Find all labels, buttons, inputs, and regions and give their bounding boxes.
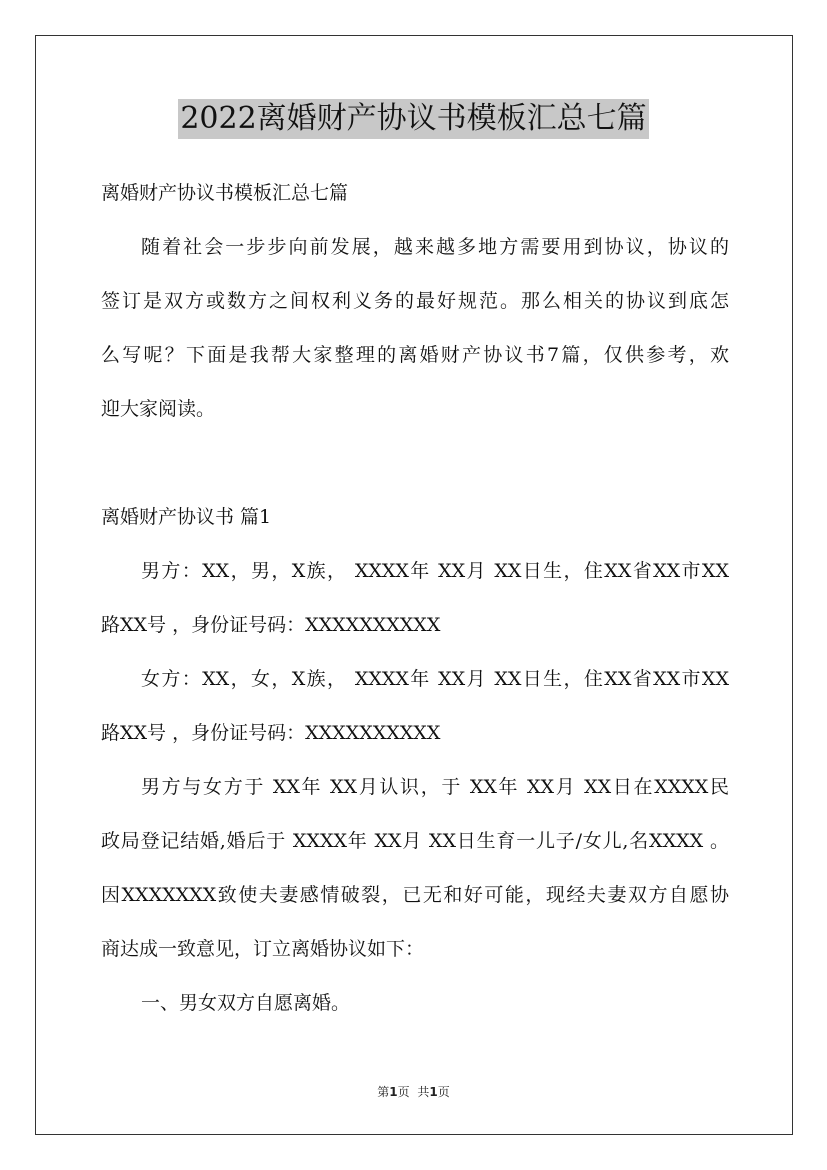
text-line: 离婚财产协议书 篇1 (101, 506, 272, 528)
blank-line (101, 440, 729, 494)
text-line: 商达成一致意见，订立离婚协议如下： (101, 938, 425, 960)
text-line: 女方：XX，女，X族， XXXX年 XX月 XX日生，住XX省XX市XX (141, 668, 729, 690)
total-label-suffix: 页 (437, 1085, 450, 1099)
document-body (101, 170, 729, 1034)
text-line: 随着社会一步步向前发展，越来越多地方需要用到协议，协议的 (141, 236, 729, 258)
document-title: 2022离婚财产协议书模板汇总七篇 (178, 99, 648, 139)
text-line: 签订是双方或数方之间权利义务的最好规范。那么相关的协议到底怎 (101, 290, 729, 312)
page-label-suffix: 页 (397, 1085, 410, 1099)
page-footer (0, 1083, 827, 1100)
text-line: 一、男女双方自愿离婚。 (141, 992, 351, 1014)
total-pages: 1 (429, 1085, 438, 1099)
title-container (0, 99, 827, 139)
text-line: 因XXXXXXX致使夫妻感情破裂，已无和好可能，现经夫妻双方自愿协 (101, 884, 729, 906)
text-line: 路XX号 ，身份证号码：XXXXXXXXXX (101, 722, 441, 744)
text-line: 男方与女方于 XX年 XX月认识，于 XX年 XX月 XX日在XXXX民 (141, 776, 729, 798)
text-line: 男方：XX，男，X族， XXXX年 XX月 XX日生，住XX省XX市XX (141, 560, 729, 582)
text-line: 迎大家阅读。 (101, 398, 216, 420)
page-number: 1 (389, 1085, 398, 1099)
text-line: 路XX号 ，身份证号码：XXXXXXXXXX (101, 614, 441, 636)
page-label-prefix: 第 (377, 1085, 390, 1099)
text-line: 么写呢？下面是我帮大家整理的离婚财产协议书7篇，仅供参考，欢 (101, 344, 729, 366)
text-line: 离婚财产协议书模板汇总七篇 (101, 182, 349, 204)
total-label-prefix: 共 (417, 1085, 430, 1099)
text-line: 政局登记结婚,婚后于 XXXX年 XX月 XX日生育一儿子/女儿,名XXXX 。 (101, 830, 729, 852)
